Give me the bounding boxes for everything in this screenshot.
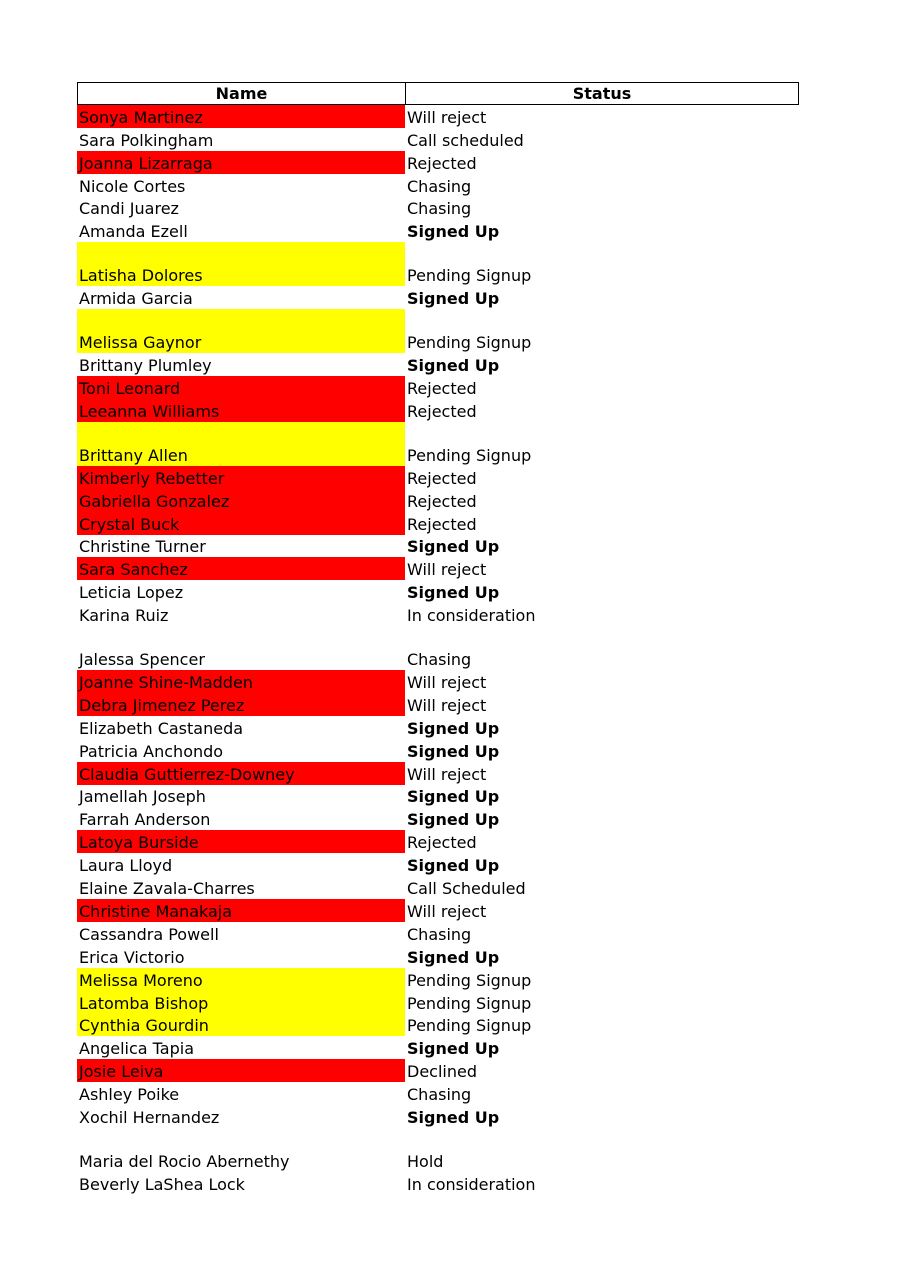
status-cell[interactable]: Rejected [407, 833, 477, 853]
status-cell[interactable]: Rejected [407, 491, 477, 511]
name-cell[interactable]: Latomba Bishop [77, 991, 405, 1014]
table-row [77, 151, 799, 174]
table-row [77, 197, 799, 220]
name-cell[interactable]: Latoya Burside [77, 830, 405, 853]
table-row [77, 557, 799, 580]
table-row [77, 830, 799, 853]
table-row [77, 739, 799, 762]
table-row [77, 716, 799, 739]
name-cell[interactable]: Kimberly Rebetter [77, 466, 405, 489]
table-row [77, 1172, 799, 1195]
table-row [77, 603, 799, 626]
status-cell[interactable]: Hold [407, 1151, 444, 1171]
spreadsheet-table [77, 82, 799, 1195]
name-cell[interactable]: Armida Garcia [79, 289, 193, 309]
status-cell[interactable]: Pending Signup [407, 970, 532, 990]
status-cell[interactable]: Rejected [407, 379, 477, 399]
header-row [77, 82, 799, 105]
name-cell[interactable]: Nicole Cortes [79, 176, 186, 196]
name-cell[interactable]: Melissa Moreno [77, 968, 405, 991]
table-row [77, 1128, 799, 1172]
table-row [77, 1082, 799, 1105]
table-row [77, 991, 799, 1014]
status-cell[interactable]: Signed Up [407, 537, 500, 557]
name-cell[interactable]: Cassandra Powell [79, 924, 219, 944]
name-cell[interactable]: Joanna Lizarraga [77, 151, 405, 174]
status-cell[interactable]: Will reject [407, 695, 487, 715]
table-row [77, 286, 799, 309]
status-cell[interactable]: Signed Up [407, 1039, 500, 1059]
table-row [77, 670, 799, 693]
table-row [77, 1059, 799, 1082]
name-cell[interactable]: Beverly LaShea Lock [79, 1174, 245, 1194]
name-cell[interactable]: Toni Leonard [77, 376, 405, 399]
name-cell[interactable]: Gabriella Gonzalez [77, 489, 405, 512]
name-cell[interactable]: Cynthia Gourdin [77, 1014, 405, 1037]
status-cell[interactable]: Will reject [407, 560, 487, 580]
table-row [77, 922, 799, 945]
name-cell[interactable]: Elizabeth Castaneda [79, 718, 244, 738]
status-cell[interactable]: Rejected [407, 514, 477, 534]
table-row [77, 376, 799, 399]
table-row [77, 762, 799, 785]
name-cell[interactable]: Karina Ruiz [79, 606, 169, 626]
status-cell[interactable]: Call scheduled [407, 130, 524, 150]
status-cell[interactable]: Chasing [407, 176, 472, 196]
name-cell[interactable]: Laura Lloyd [79, 856, 173, 876]
table-row [77, 466, 799, 489]
table-row [77, 353, 799, 376]
status-cell[interactable]: Rejected [407, 468, 477, 488]
status-cell[interactable]: Signed Up [407, 741, 500, 761]
name-cell[interactable]: Christine Turner [79, 537, 206, 557]
status-cell[interactable]: Chasing [407, 1085, 472, 1105]
status-cell[interactable]: Pending Signup [407, 266, 532, 286]
name-cell[interactable]: Latisha Dolores [77, 242, 405, 286]
name-cell[interactable]: Sonya Martinez [77, 105, 405, 128]
table-row [77, 105, 799, 128]
status-cell[interactable]: Signed Up [407, 222, 500, 242]
header-status: Status [572, 84, 632, 103]
table-row [77, 399, 799, 422]
name-cell[interactable]: Debra Jimenez Perez [77, 693, 405, 716]
table-row [77, 219, 799, 242]
name-cell[interactable]: Jalessa Spencer [79, 650, 205, 670]
name-cell[interactable]: Farrah Anderson [79, 810, 211, 830]
status-cell[interactable]: Will reject [407, 673, 487, 693]
status-cell[interactable]: Rejected [407, 401, 477, 421]
name-cell[interactable]: Erica Victorio [79, 947, 185, 967]
status-cell[interactable]: Pending Signup [407, 333, 532, 353]
header-name: Name [78, 83, 406, 104]
name-cell[interactable]: Angelica Tapia [79, 1039, 194, 1059]
name-cell[interactable]: Xochil Hernandez [79, 1107, 220, 1127]
status-cell[interactable]: Will reject [407, 107, 487, 127]
table-row [77, 309, 799, 353]
table-row [77, 626, 799, 670]
name-cell[interactable]: Sara Polkingham [79, 130, 214, 150]
table-row [77, 128, 799, 151]
status-cell[interactable]: Will reject [407, 901, 487, 921]
name-cell[interactable]: Melissa Gaynor [77, 309, 405, 353]
status-cell[interactable]: Signed Up [407, 856, 500, 876]
status-cell[interactable]: Signed Up [407, 1107, 500, 1127]
table-row [77, 1014, 799, 1037]
status-cell[interactable]: Will reject [407, 764, 487, 784]
table-row [77, 1105, 799, 1128]
table-row [77, 876, 799, 899]
status-cell[interactable]: Signed Up [407, 356, 500, 376]
status-cell[interactable]: Signed Up [407, 787, 500, 807]
status-cell[interactable]: Pending Signup [407, 993, 532, 1013]
status-cell[interactable]: Signed Up [407, 583, 500, 603]
status-cell[interactable]: Signed Up [407, 947, 500, 967]
table-row [77, 945, 799, 968]
name-cell[interactable]: Maria del Rocio Abernethy [79, 1151, 290, 1171]
table-row [77, 899, 799, 922]
table-row [77, 174, 799, 197]
name-cell[interactable]: Leticia Lopez [79, 583, 184, 603]
status-cell[interactable]: In consideration [407, 1174, 536, 1194]
table-row [77, 535, 799, 558]
name-cell[interactable]: Josie Leiva [77, 1059, 405, 1082]
name-cell[interactable]: Elaine Zavala-Charres [79, 879, 255, 899]
name-cell[interactable]: Brittany Plumley [79, 356, 212, 376]
table-row [77, 422, 799, 466]
status-cell[interactable]: Rejected [407, 153, 477, 173]
name-cell[interactable]: Ashley Poike [79, 1085, 180, 1105]
status-cell[interactable]: Chasing [407, 650, 472, 670]
status-cell[interactable]: In consideration [407, 606, 536, 626]
status-cell[interactable]: Signed Up [407, 810, 500, 830]
table-row [77, 807, 799, 830]
table-row [77, 1036, 799, 1059]
table-row [77, 693, 799, 716]
status-cell[interactable]: Declined [407, 1062, 477, 1082]
status-cell[interactable]: Chasing [407, 924, 472, 944]
table-row [77, 785, 799, 808]
table-row [77, 580, 799, 603]
name-cell[interactable]: Candi Juarez [79, 199, 179, 219]
table-row [77, 489, 799, 512]
name-cell[interactable]: Patricia Anchondo [79, 741, 224, 761]
table-row [77, 242, 799, 286]
name-cell[interactable]: Joanne Shine-Madden [77, 670, 405, 693]
status-cell[interactable]: Signed Up [407, 289, 500, 309]
status-cell[interactable]: Pending Signup [407, 445, 532, 465]
name-cell[interactable]: Christine Manakaja [77, 899, 405, 922]
status-cell[interactable]: Call Scheduled [407, 879, 526, 899]
name-cell[interactable]: Leeanna Williams [77, 399, 405, 422]
table-row [77, 512, 799, 535]
name-cell[interactable]: Amanda Ezell [79, 222, 188, 242]
status-cell[interactable]: Pending Signup [407, 1016, 532, 1036]
table-row [77, 968, 799, 991]
name-cell[interactable]: Claudia Guttierrez-Downey [77, 762, 405, 785]
name-cell[interactable]: Jamellah Joseph [79, 787, 206, 807]
status-cell[interactable]: Signed Up [407, 718, 500, 738]
name-cell[interactable]: Crystal Buck [77, 512, 405, 535]
table-row [77, 853, 799, 876]
name-cell[interactable]: Sara Sanchez [77, 557, 405, 580]
table-body [77, 105, 799, 1195]
status-cell[interactable]: Chasing [407, 199, 472, 219]
name-cell[interactable]: Brittany Allen [77, 422, 405, 466]
